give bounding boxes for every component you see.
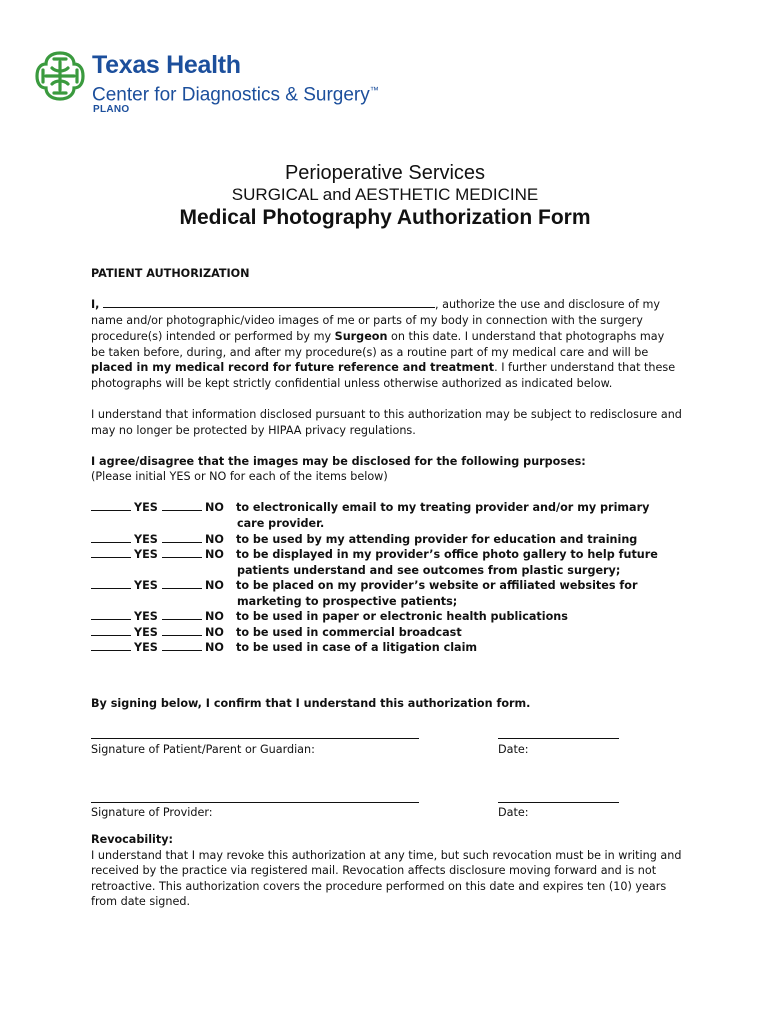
logo-subtitle: Center for Diagnostics & Surgery™: [92, 84, 379, 106]
no-initial-blank[interactable]: [162, 547, 202, 558]
provider-signature-label: Signature of Provider:: [91, 806, 213, 819]
purpose-row-1: YES NO to electronically email to my treating provider and/or my primary: [91, 500, 233, 516]
patient-signature-line[interactable]: [91, 738, 419, 739]
purpose-row-6: YES NO to be used in commercial broadcast: [91, 625, 233, 641]
authorization-line-3: procedure(s) intended or performed by my Surgeon on this date. I understand that photographs may: [91, 330, 665, 343]
purpose-row-4-continued: marketing to prospective patients;: [237, 595, 458, 608]
no-initial-blank[interactable]: [162, 640, 202, 651]
division-title: SURGICAL and AESTHETIC MEDICINE: [231, 185, 539, 204]
revocability-line-3: retroactive. This authorization covers the procedure performed on this date and expires ten (10) years: [91, 880, 667, 893]
no-initial-blank[interactable]: [162, 578, 202, 589]
purpose-row-2: YES NO to be used by my attending provider for education and training: [91, 532, 233, 548]
authorization-line-4: be taken before, during, and after my procedure(s) as a routine part of my medical care and will be: [91, 346, 649, 359]
provider-date-line[interactable]: [498, 802, 619, 803]
purpose-row-4: YES NO to be placed on my provider’s website or affiliated websites for: [91, 578, 233, 594]
purpose-row-1-continued: care provider.: [237, 517, 325, 530]
yes-initial-blank[interactable]: [91, 578, 131, 589]
department-title: Perioperative Services: [284, 162, 486, 184]
patient-date-line[interactable]: [498, 738, 619, 739]
yes-initial-blank[interactable]: [91, 500, 131, 511]
revocability-line-4: from date signed.: [91, 895, 191, 908]
authorization-line-2: name and/or photographic/video images of me or parts of my body in connection with the surgery: [91, 314, 643, 327]
redisclosure-line-2: may no longer be protected by HIPAA privacy regulations.: [91, 424, 416, 437]
purpose-row-3: YES NO to be displayed in my provider’s office photo gallery to help future: [91, 547, 233, 563]
logo-name: Texas Health: [92, 51, 241, 79]
revocability-heading: Revocability:: [91, 833, 173, 846]
authorization-line-6: photographs will be kept strictly confidential unless otherwise authorized as indicated below.: [91, 377, 613, 390]
purposes-heading: I agree/disagree that the images may be disclosed for the following purposes:: [91, 455, 586, 468]
patient-signature-label: Signature of Patient/Parent or Guardian:: [91, 743, 315, 756]
patient-authorization-heading: PATIENT AUTHORIZATION: [91, 267, 250, 280]
patient-date-label: Date:: [498, 743, 529, 756]
signing-confirmation: By signing below, I confirm that I understand this authorization form.: [91, 697, 531, 710]
texas-health-logo: [34, 50, 414, 122]
patient-name-blank[interactable]: [103, 297, 435, 308]
purpose-row-5: YES NO to be used in paper or electronic health publications: [91, 609, 233, 625]
provider-date-label: Date:: [498, 806, 529, 819]
yes-initial-blank[interactable]: [91, 532, 131, 543]
form-title: Medical Photography Authorization Form: [179, 206, 591, 229]
authorization-line-5: placed in my medical record for future reference and treatment. I further understand that these: [91, 361, 676, 374]
redisclosure-line-1: I understand that information disclosed pursuant to this authorization may be subject to redisclosure and: [91, 408, 682, 421]
provider-signature-line[interactable]: [91, 802, 419, 803]
yes-initial-blank[interactable]: [91, 609, 131, 620]
purpose-row-7: YES NO to be used in case of a litigation claim: [91, 640, 233, 656]
yes-initial-blank[interactable]: [91, 547, 131, 558]
purpose-row-3-continued: patients understand and see outcomes from plastic surgery;: [237, 564, 621, 577]
no-initial-blank[interactable]: [162, 609, 202, 620]
no-initial-blank[interactable]: [162, 532, 202, 543]
revocability-line-1: I understand that I may revoke this authorization at any time, but such revocation must be in writing and: [91, 849, 682, 862]
yes-initial-blank[interactable]: [91, 640, 131, 651]
revocability-line-2: received by the practice via registered mail. Revocation affects disclosure moving forward and is not: [91, 864, 657, 877]
no-initial-blank[interactable]: [162, 625, 202, 636]
purposes-instruction: (Please initial YES or NO for each of the items below): [91, 470, 388, 483]
authorization-line-1: I, , authorize the use and disclosure of my: [91, 298, 660, 311]
logo-location: PLANO: [93, 104, 130, 115]
no-initial-blank[interactable]: [162, 500, 202, 511]
cross-emblem-icon: [34, 50, 86, 102]
yes-initial-blank[interactable]: [91, 625, 131, 636]
